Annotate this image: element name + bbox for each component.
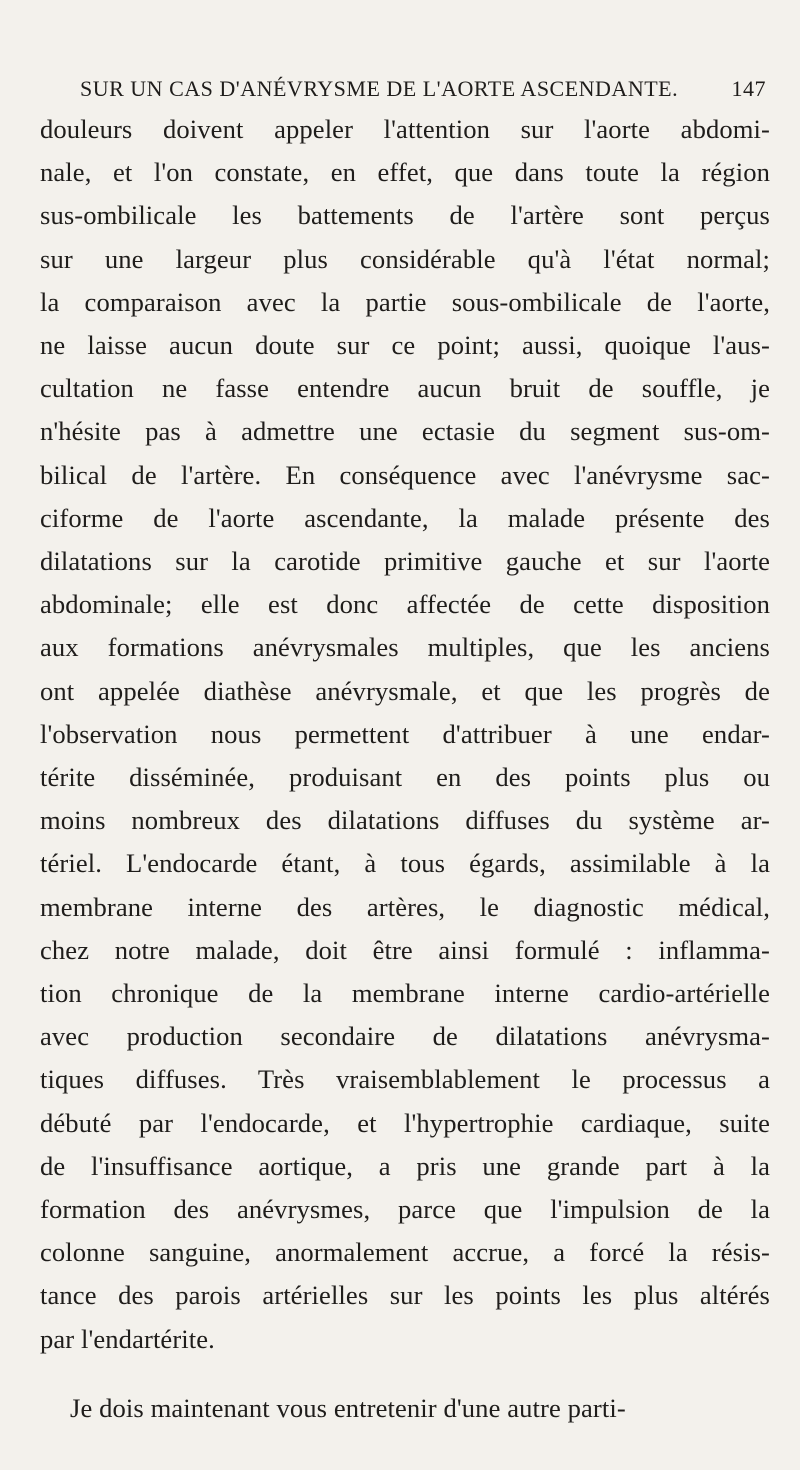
text-line: cultation ne fasse entendre aucun bruit de souffle, je bbox=[40, 373, 770, 404]
text-line: tance des parois artérielles sur les points les plus altérés bbox=[40, 1280, 770, 1311]
text-line: térite disséminée, produisant en des points plus ou bbox=[40, 762, 770, 793]
text-line: bilical de l'artère. En conséquence avec l'anévrysme sac- bbox=[40, 459, 770, 490]
text-line: formation des anévrysmes, parce que l'impulsion de la bbox=[40, 1194, 770, 1225]
text-line: ciforme de l'aorte ascendante, la malade présente des bbox=[40, 502, 770, 533]
text-line: moins nombreux des dilatations diffuses du système ar- bbox=[40, 805, 770, 836]
paragraph bbox=[40, 108, 770, 1361]
text-line: tiques diffuses. Très vraisemblablement le processus a bbox=[40, 1064, 770, 1095]
text-line: débuté par l'endocarde, et l'hypertrophie cardiaque, suite bbox=[40, 1107, 770, 1138]
text-line: sus-ombilicale les battements de l'artère sont perçus bbox=[40, 200, 770, 231]
text-line: tion chronique de la membrane interne cardio-artérielle bbox=[40, 978, 770, 1009]
body-text bbox=[40, 108, 770, 1430]
text-line: l'observation nous permettent d'attribuer à une endar- bbox=[40, 718, 770, 749]
text-line: tériel. L'endocarde étant, à tous égards, assimilable à la bbox=[40, 848, 770, 879]
text-line: nale, et l'on constate, en effet, que dans toute la région bbox=[40, 157, 770, 188]
text-line: douleurs doivent appeler l'attention sur l'aorte abdomi- bbox=[40, 114, 770, 144]
text-line: avec production secondaire de dilatations anévrysma- bbox=[40, 1021, 770, 1052]
text-line: chez notre malade, doit être ainsi formulé : inflamma- bbox=[40, 934, 770, 965]
page-number: 147 bbox=[731, 76, 766, 101]
text-line: membrane interne des artères, le diagnostic médical, bbox=[40, 891, 770, 922]
text-line: ont appelée diathèse anévrysmale, et que les progrès de bbox=[40, 675, 770, 706]
paragraph-gap bbox=[40, 1361, 770, 1387]
text-line: abdominale; elle est donc affectée de cette disposition bbox=[40, 589, 770, 620]
running-title: SUR UN CAS D'ANÉVRYSME DE L'AORTE ASCENDANTE. bbox=[80, 76, 679, 101]
text-line: ne laisse aucun doute sur ce point; aussi, quoique l'aus- bbox=[40, 330, 770, 361]
text-line: n'hésite pas à admettre une ectasie du segment sus-om- bbox=[40, 416, 770, 447]
text-line: sur une largeur plus considérable qu'à l'état normal; bbox=[40, 243, 770, 274]
running-header bbox=[40, 76, 770, 102]
text-line: aux formations anévrysmales multiples, que les anciens bbox=[40, 632, 770, 663]
text-line: la comparaison avec la partie sous-ombilicale de l'aorte, bbox=[40, 286, 770, 317]
text-line: dilatations sur la carotide primitive gauche et sur l'aorte bbox=[40, 546, 770, 577]
text-line: colonne sanguine, anormalement accrue, a forcé la résis- bbox=[40, 1237, 770, 1268]
text-line: Je dois maintenant vous entretenir d'une autre parti- bbox=[70, 1392, 626, 1423]
paragraph bbox=[40, 1387, 770, 1430]
text-line: par l'endartérite. bbox=[40, 1323, 215, 1354]
text-line: de l'insuffisance aortique, a pris une grande part à la bbox=[40, 1150, 770, 1181]
